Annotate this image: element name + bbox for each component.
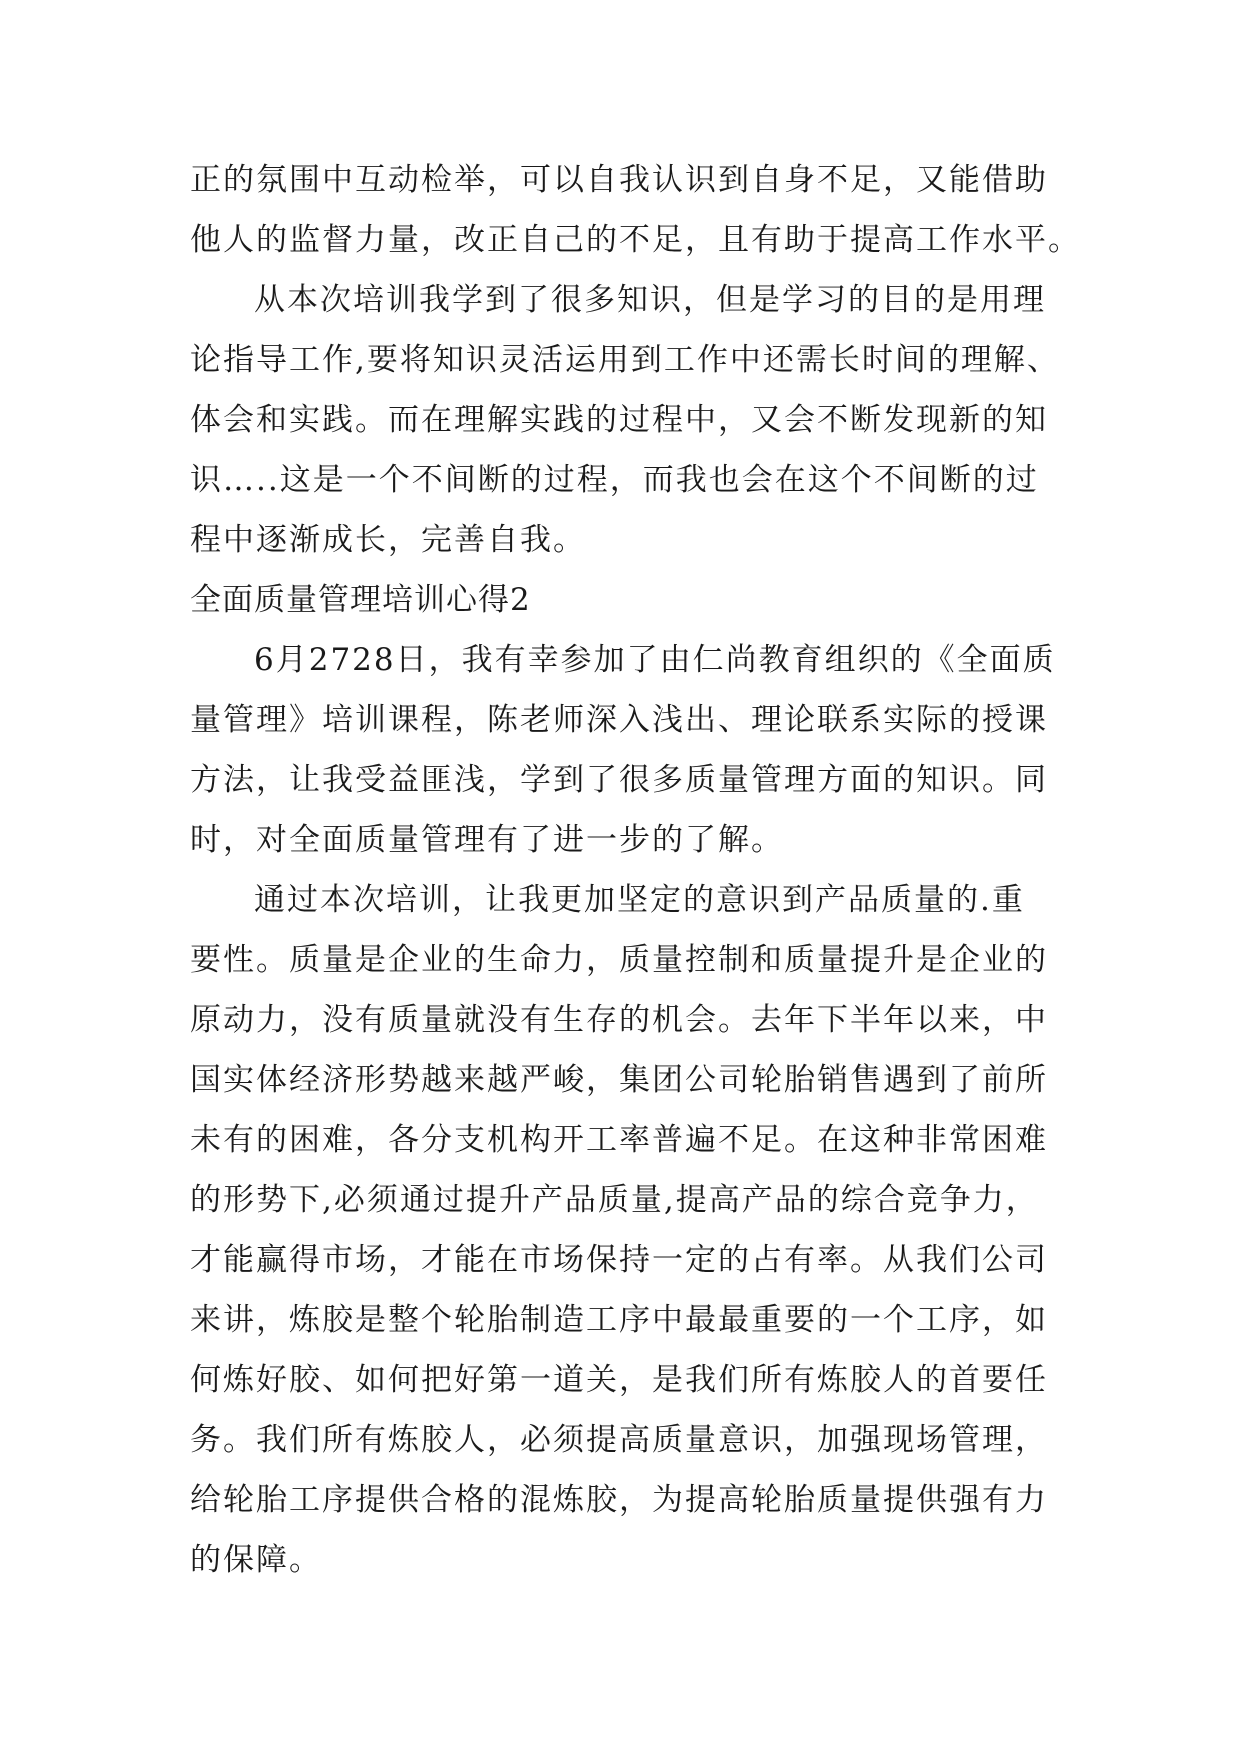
text-line: 才能赢得市场，才能在市场保持一定的占有率。从我们公司 xyxy=(190,1242,1048,1278)
text-line: 来讲，炼胶是整个轮胎制造工序中最最重要的一个工序，如 xyxy=(190,1302,1048,1338)
text-line: 时，对全面质量管理有了进一步的了解。 xyxy=(190,822,784,858)
text-line: 何炼好胶、如何把好第一道关，是我们所有炼胶人的首要任 xyxy=(190,1362,1048,1398)
paragraph xyxy=(190,270,1060,570)
paragraph xyxy=(190,870,1050,1590)
text-line: 的保障。 xyxy=(190,1542,322,1578)
text-line: 从本次培训我学到了很多知识，但是学习的目的是用理 xyxy=(254,282,1046,318)
text-line: 程中逐渐成长，完善自我。 xyxy=(190,522,586,558)
section-heading xyxy=(190,570,1050,630)
text-line: 论指导工作,要将知识灵活运用到工作中还需长时间的理解、 xyxy=(190,342,1060,378)
text-line: 正的氛围中互动检举，可以自我认识到自身不足，又能借助 xyxy=(190,162,1048,198)
paragraph-continuation xyxy=(190,150,1081,270)
text-line: 通过本次培训，让我更加坚定的意识到产品质量的.重 xyxy=(254,882,1025,918)
text-line: 识…..这是一个不间断的过程，而我也会在这个不间断的过 xyxy=(190,462,1039,498)
document-body xyxy=(190,150,1081,1590)
text-line: 体会和实践。而在理解实践的过程中，又会不断发现新的知 xyxy=(190,402,1048,438)
heading-text: 全面质量管理培训心得2 xyxy=(190,582,531,618)
text-line: 未有的困难，各分支机构开工率普遍不足。在这种非常困难 xyxy=(190,1122,1048,1158)
text-line: 方法，让我受益匪浅，学到了很多质量管理方面的知识。同 xyxy=(190,762,1048,798)
text-line: 给轮胎工序提供合格的混炼胶，为提高轮胎质量提供强有力 xyxy=(190,1482,1048,1518)
text-line: 的形势下,必须通过提升产品质量,提高产品的综合竞争力， xyxy=(190,1182,1039,1218)
text-line: 务。我们所有炼胶人，必须提高质量意识，加强现场管理， xyxy=(190,1422,1048,1458)
text-line: 要性。质量是企业的生命力，质量控制和质量提升是企业的 xyxy=(190,942,1048,978)
text-line: 国实体经济形势越来越严峻，集团公司轮胎销售遇到了前所 xyxy=(190,1062,1048,1098)
paragraph xyxy=(190,630,1056,870)
text-line: 6月2728日，我有幸参加了由仁尚教育组织的《全面质 xyxy=(254,642,1056,678)
text-line: 他人的监督力量，改正自己的不足，且有助于提高工作水平。 xyxy=(190,222,1081,258)
text-line: 原动力，没有质量就没有生存的机会。去年下半年以来，中 xyxy=(190,1002,1048,1038)
text-line: 量管理》培训课程，陈老师深入浅出、理论联系实际的授课 xyxy=(190,702,1048,738)
